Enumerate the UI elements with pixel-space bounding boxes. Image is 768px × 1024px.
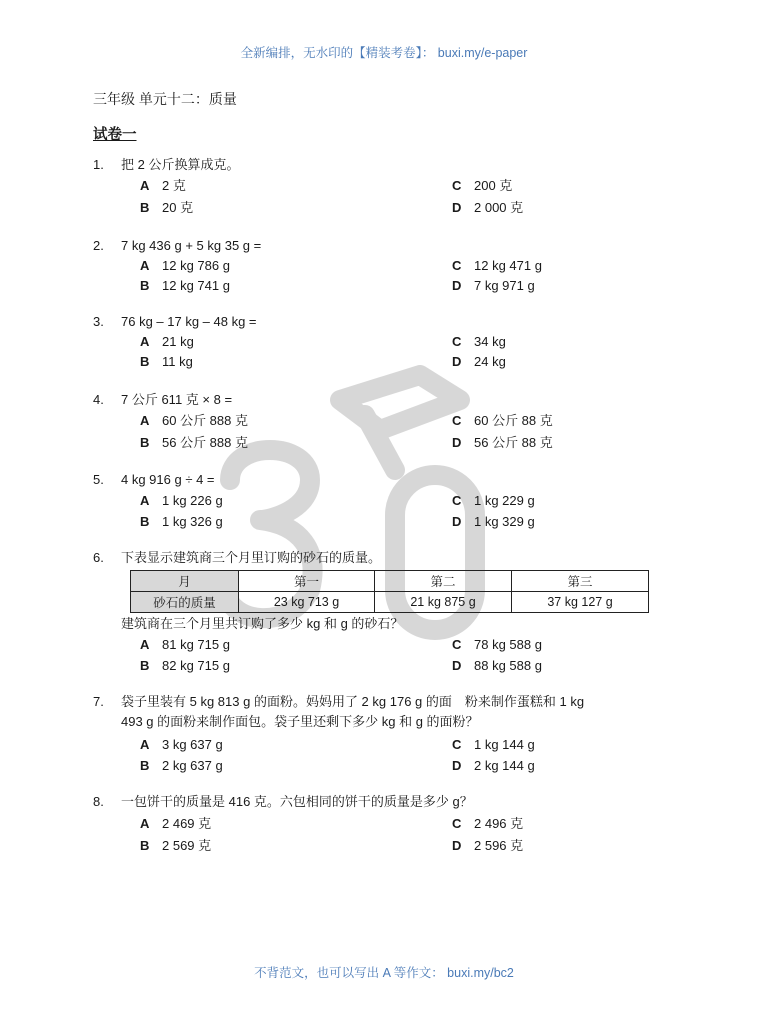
footer-link-text: 不背范文，也可以写出 A 等作文： buxi.my/bc2: [254, 966, 514, 980]
option-label: A: [140, 413, 150, 428]
option-c: [452, 256, 542, 276]
option-label: B: [140, 435, 150, 450]
option-a: [140, 411, 248, 431]
option-label: B: [140, 838, 150, 853]
option-label: B: [140, 658, 150, 673]
option-c: [452, 176, 512, 196]
option-label: A: [140, 493, 150, 508]
question-7: [93, 692, 673, 773]
option-text: 2 000 克: [474, 200, 524, 215]
header-link-text: 全新编排，无水印的【精装考卷】： buxi.my/e-paper: [240, 46, 528, 60]
question-2: [93, 236, 673, 293]
question-number: 6.: [93, 550, 104, 565]
option-label: C: [452, 413, 462, 428]
option-a: [140, 491, 223, 511]
option-text: 24 kg: [474, 354, 506, 369]
table-header-cell: 月: [131, 571, 239, 592]
option-label: A: [140, 178, 150, 193]
question-text: 76 kg – 17 kg – 48 kg =: [121, 314, 257, 329]
option-b: [140, 433, 248, 453]
option-text: 56 公斤 88 克: [474, 435, 553, 450]
question-number: 7.: [93, 694, 104, 709]
question-text-line-2: 493 g 的面粉来制作面包。袋子里还剩下多少 kg 和 g 的面粉？: [121, 714, 479, 729]
option-c: [452, 411, 553, 431]
question-number: 2.: [93, 238, 104, 253]
option-d: [452, 433, 553, 453]
option-a: [140, 256, 230, 276]
option-text: 21 kg: [162, 334, 194, 349]
option-b: [140, 276, 230, 296]
option-b: [140, 756, 223, 776]
option-b: [140, 656, 230, 676]
question-text: 下表显示建筑商三个月里订购的砂石的质量。: [121, 550, 382, 565]
option-d: [452, 656, 542, 676]
option-label: A: [140, 258, 150, 273]
table-cell: 砂石的质量: [131, 592, 239, 613]
question-text: 建筑商在三个月里共订购了多少 kg 和 g 的砂石？: [121, 616, 404, 631]
option-label: D: [452, 514, 462, 529]
option-b: [140, 512, 223, 532]
option-text: 200 克: [474, 178, 513, 193]
option-d: [452, 276, 535, 296]
option-c: [452, 814, 523, 834]
option-label: A: [140, 334, 150, 349]
option-a: [140, 332, 194, 352]
option-text: 88 kg 588 g: [474, 658, 542, 673]
question-number: 4.: [93, 392, 104, 407]
option-text: 2 克: [162, 178, 186, 193]
option-label: C: [452, 493, 462, 508]
question-6-continued: [93, 614, 673, 673]
option-text: 1 kg 329 g: [474, 514, 535, 529]
option-text: 12 kg 786 g: [162, 258, 230, 273]
option-text: 82 kg 715 g: [162, 658, 230, 673]
option-label: C: [452, 334, 462, 349]
option-d: [452, 756, 535, 776]
option-d: [452, 198, 523, 218]
table-cell: 21 kg 875 g: [375, 592, 512, 613]
table-header-cell: 第二: [375, 571, 512, 592]
option-label: A: [140, 816, 150, 831]
question-1: [93, 155, 673, 215]
option-label: B: [140, 514, 150, 529]
option-b: [140, 198, 193, 218]
option-text: 34 kg: [474, 334, 506, 349]
question-8: [93, 792, 673, 853]
option-text: 11 kg: [162, 354, 193, 369]
option-text: 2 kg 144 g: [474, 758, 535, 773]
option-d: [452, 512, 535, 532]
paper-title: 试卷一: [93, 127, 137, 143]
question-text: 7 kg 436 g + 5 kg 35 g =: [121, 238, 262, 253]
question-number: 1.: [93, 157, 104, 172]
option-b: [140, 352, 193, 372]
option-label: D: [452, 200, 462, 215]
option-label: C: [452, 637, 462, 652]
option-d: [452, 352, 506, 372]
option-text: 81 kg 715 g: [162, 637, 230, 652]
option-label: B: [140, 278, 150, 293]
option-label: D: [452, 435, 462, 450]
option-text: 2 496 克: [474, 816, 524, 831]
option-text: 2 469 克: [162, 816, 212, 831]
option-c: [452, 635, 542, 655]
option-text: 1 kg 229 g: [474, 493, 535, 508]
question-number: 5.: [93, 472, 104, 487]
option-text: 2 596 克: [474, 838, 524, 853]
option-label: B: [140, 200, 150, 215]
option-c: [452, 735, 535, 755]
option-a: [140, 735, 223, 755]
option-text: 1 kg 144 g: [474, 737, 535, 752]
question-number: 8.: [93, 794, 104, 809]
option-text: 56 公斤 888 克: [162, 435, 248, 450]
option-label: A: [140, 737, 150, 752]
table-header-cell: 第一: [239, 571, 375, 592]
table-row: [131, 592, 649, 613]
option-text: 2 569 克: [162, 838, 212, 853]
option-text: 60 公斤 88 克: [474, 413, 553, 428]
option-text: 20 克: [162, 200, 194, 215]
question-4: [93, 390, 673, 450]
question-3: [93, 312, 673, 369]
question-number: 3.: [93, 314, 104, 329]
option-a: [140, 176, 186, 196]
option-label: B: [140, 354, 150, 369]
option-d: [452, 836, 523, 856]
option-text: 1 kg 326 g: [162, 514, 223, 529]
mass-table: [130, 570, 649, 613]
option-text: 78 kg 588 g: [474, 637, 542, 652]
table-header-cell: 第三: [512, 571, 649, 592]
table-cell: 37 kg 127 g: [512, 592, 649, 613]
question-text: 袋子里装有 5 kg 813 g 的面粉。妈妈用了 2 kg 176 g 的面 粉来制作蛋糕和 1 kg: [121, 694, 585, 709]
option-label: B: [140, 758, 150, 773]
option-a: [140, 635, 230, 655]
option-label: C: [452, 816, 462, 831]
option-label: C: [452, 258, 462, 273]
question-text: 把 2 公斤换算成克。: [121, 157, 240, 172]
option-text: 2 kg 637 g: [162, 758, 223, 773]
option-label: A: [140, 637, 150, 652]
option-label: D: [452, 354, 462, 369]
option-b: [140, 836, 211, 856]
option-text: 3 kg 637 g: [162, 737, 223, 752]
option-text: 60 公斤 888 克: [162, 413, 248, 428]
option-label: C: [452, 737, 462, 752]
question-text: 4 kg 916 g ÷ 4 =: [121, 472, 215, 487]
option-label: D: [452, 658, 462, 673]
option-text: 12 kg 471 g: [474, 258, 542, 273]
option-c: [452, 491, 535, 511]
option-label: D: [452, 758, 462, 773]
question-6: [93, 548, 673, 568]
table-cell: 23 kg 713 g: [239, 592, 375, 613]
option-text: 1 kg 226 g: [162, 493, 223, 508]
question-text: 7 公斤 611 克 × 8 =: [121, 392, 233, 407]
question-5: [93, 470, 673, 529]
option-text: 12 kg 741 g: [162, 278, 230, 293]
option-label: D: [452, 278, 462, 293]
option-c: [452, 332, 506, 352]
option-a: [140, 814, 211, 834]
subject-line: 三年级 单元十二：质量: [93, 91, 237, 107]
question-text: 一包饼干的质量是 416 克。六包相同的饼干的质量是多少 g？: [121, 794, 473, 809]
table-header-row: [131, 571, 649, 592]
option-text: 7 kg 971 g: [474, 278, 535, 293]
option-label: D: [452, 838, 462, 853]
option-label: C: [452, 178, 462, 193]
